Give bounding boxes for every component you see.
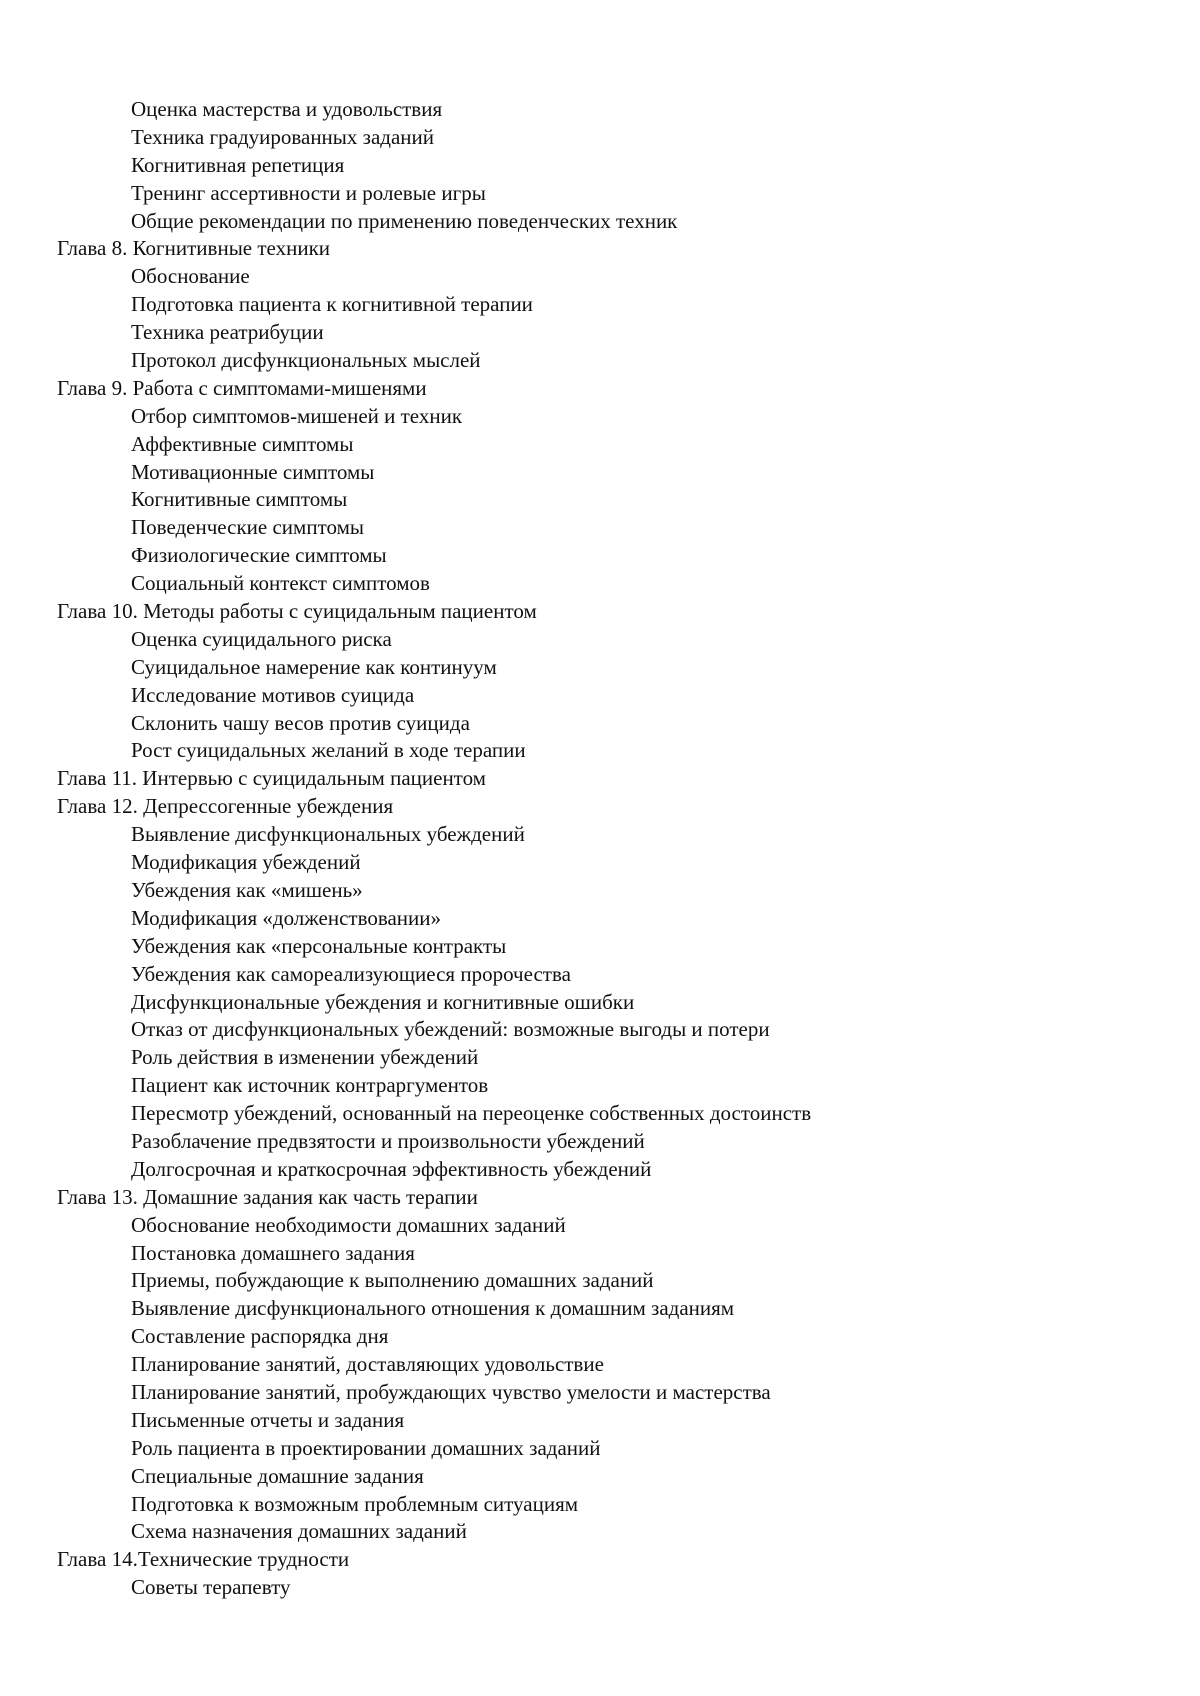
toc-chapter-heading: Глава 14.Технические трудности <box>57 1547 350 1572</box>
toc-section-item: Оценка суицидального риска <box>131 626 392 651</box>
toc-section-item: Долгосрочная и краткосрочная эффективность убеждений <box>131 1156 652 1181</box>
toc-section-item: Тренинг ассертивности и ролевые игры <box>131 180 486 205</box>
toc-section-item: Выявление дисфункциональных убеждений <box>131 822 525 847</box>
toc-section-item: Пересмотр убеждений, основанный на переоценке собственных достоинств <box>131 1101 812 1126</box>
toc-chapter-heading: Глава 11. Интервью с суицидальным пациентом <box>57 766 486 791</box>
toc-chapter-heading: Глава 8. Когнитивные техники <box>57 236 331 261</box>
toc-section-item: Специальные домашние задания <box>131 1463 424 1488</box>
toc-section-item: Пациент как источник контраргументов <box>131 1073 489 1098</box>
toc-section-item: Протокол дисфункциональных мыслей <box>131 348 481 373</box>
toc-section-item: Составление распорядка дня <box>131 1324 389 1349</box>
toc-section-item: Планирование занятий, доставляющих удовольствие <box>131 1352 604 1377</box>
toc-section-item: Рост суицидальных желаний в ходе терапии <box>131 738 526 763</box>
toc-section-item: Поведенческие симптомы <box>131 515 364 540</box>
toc-section-item: Техника реатрибуции <box>131 320 324 345</box>
toc-section-item: Роль пациента в проектировании домашних заданий <box>131 1435 601 1460</box>
toc-section-item: Советы терапевту <box>131 1575 291 1600</box>
toc-section-item: Аффективные симптомы <box>131 431 354 456</box>
toc-section-item: Оценка мастерства и удовольствия <box>131 97 443 121</box>
toc-section-item: Постановка домашнего задания <box>131 1240 415 1265</box>
toc-chapter-heading: Глава 13. Домашние задания как часть терапии <box>57 1184 478 1209</box>
table-of-contents <box>0 96 1200 1602</box>
toc-section-item: Выявление дисфункционального отношения к домашним заданиям <box>131 1296 735 1321</box>
toc-section-item: Обоснование необходимости домашних заданий <box>131 1212 566 1237</box>
toc-chapter-heading: Глава 12. Депрессогенные убеждения <box>57 794 394 819</box>
toc-section-item: Разоблачение предвзятости и произвольности убеждений <box>131 1128 645 1153</box>
toc-section-item: Подготовка пациента к когнитивной терапии <box>131 292 533 317</box>
toc-section-item: Подготовка к возможным проблемным ситуациям <box>131 1491 579 1516</box>
toc-section-item: Мотивационные симптомы <box>131 459 375 484</box>
toc-chapter-heading: Глава 10. Методы работы с суицидальным пациентом <box>57 599 537 624</box>
toc-section-item: Приемы, побуждающие к выполнению домашних заданий <box>131 1268 654 1293</box>
toc-section-item: Роль действия в изменении убеждений <box>131 1045 479 1070</box>
toc-section-item: Социальный контекст симптомов <box>131 571 430 596</box>
toc-section-item: Планирование занятий, пробуждающих чувство умелости и мастерства <box>131 1379 771 1404</box>
toc-section-item: Убеждения как «мишень» <box>131 877 363 902</box>
toc-section-item: Когнитивные симптомы <box>131 487 348 512</box>
toc-section-item: Отказ от дисфункциональных убеждений: возможные выгоды и потери <box>131 1017 770 1042</box>
toc-section-item: Модификация «долженствовании» <box>131 905 442 930</box>
toc-section-item: Убеждения как самореализующиеся пророчества <box>131 961 571 986</box>
toc-section-item: Физиологические симптомы <box>131 543 387 568</box>
toc-section-item: Дисфункциональные убеждения и когнитивные ошибки <box>131 989 635 1014</box>
toc-section-item: Склонить чашу весов против суицида <box>131 710 470 735</box>
toc-chapter-heading: Глава 9. Работа с симптомами-мишенями <box>57 375 427 400</box>
toc-section-item: Техника градуированных заданий <box>131 124 434 149</box>
toc-section-item: Письменные отчеты и задания <box>131 1407 405 1432</box>
toc-section-item: Схема назначения домашних заданий <box>131 1519 467 1544</box>
toc-section-item: Обоснование <box>131 264 250 289</box>
toc-section-item: Когнитивная репетиция <box>131 152 345 177</box>
toc-section-item: Модификация убеждений <box>131 850 361 875</box>
toc-section-item: Общие рекомендации по применению поведенческих техник <box>131 208 678 233</box>
toc-section-item: Суицидальное намерение как континуум <box>131 654 497 679</box>
toc-section-item: Отбор симптомов-мишеней и техник <box>131 403 463 428</box>
toc-section-item: Убеждения как «персональные контракты <box>131 933 507 958</box>
toc-section-item: Исследование мотивов суицида <box>131 682 415 707</box>
